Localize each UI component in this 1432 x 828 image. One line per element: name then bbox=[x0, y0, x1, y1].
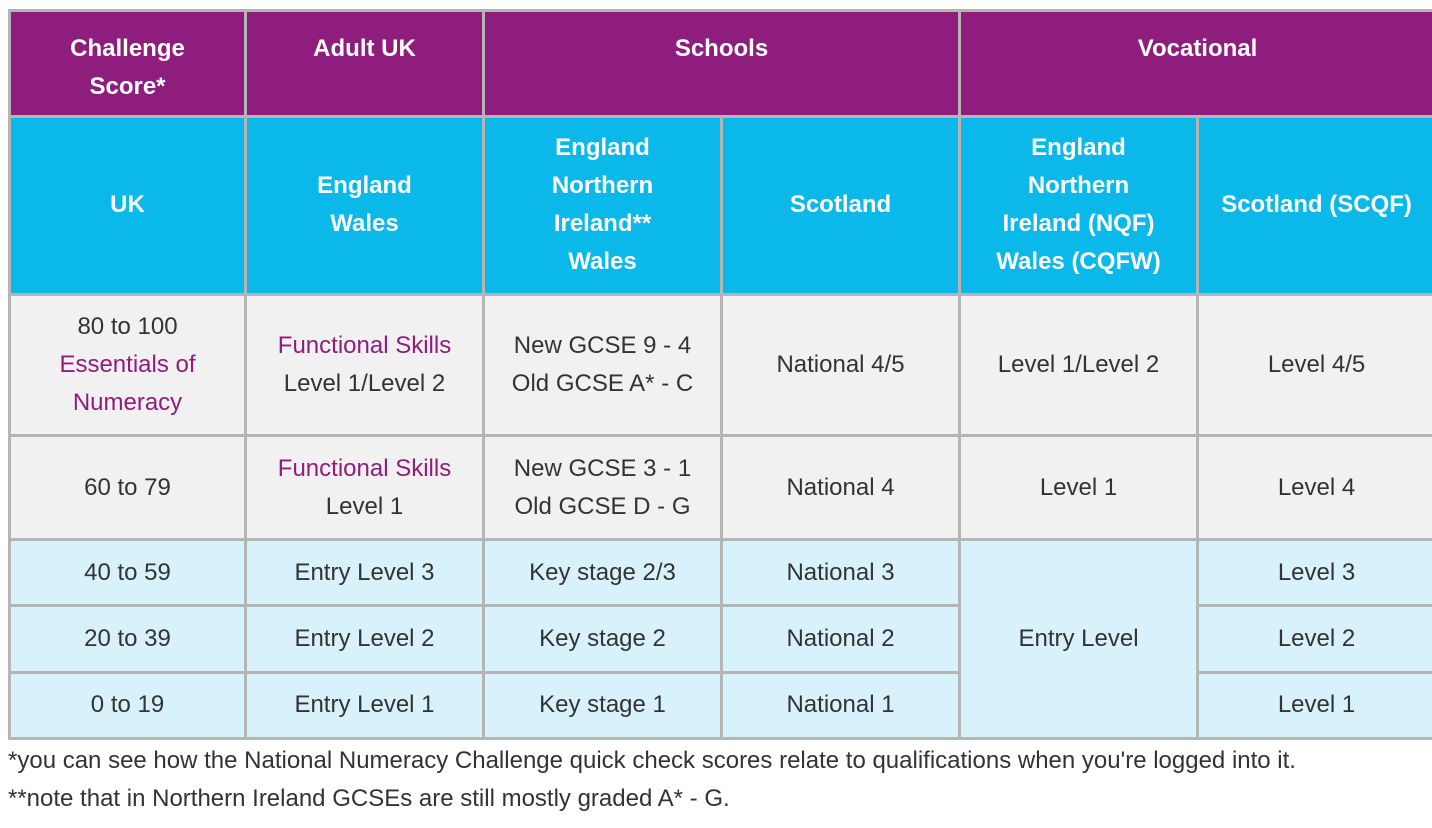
header-vocational: Vocational bbox=[961, 12, 1432, 115]
vocational-england-cell: Level 1/Level 2 bbox=[961, 296, 1196, 435]
table-row bbox=[11, 541, 1432, 604]
table-row bbox=[11, 296, 1432, 435]
vocational-scotland-cell: Level 1 bbox=[1199, 674, 1432, 737]
table-row bbox=[11, 674, 1432, 737]
header-schools: Schools bbox=[485, 12, 958, 115]
subheader-adult: England Wales bbox=[247, 118, 482, 293]
schools-scotland-cell: National 4/5 bbox=[723, 296, 958, 435]
score-cell: 0 to 19 bbox=[11, 674, 244, 737]
header-challenge-score: Challenge Score* bbox=[11, 12, 244, 115]
schools-scotland-cell: National 2 bbox=[723, 607, 958, 670]
score-cell: 60 to 79 bbox=[11, 437, 244, 538]
vocational-scotland-cell: Level 2 bbox=[1199, 607, 1432, 670]
schools-england-cell: New GCSE 9 - 4 Old GCSE A* - C bbox=[485, 296, 720, 435]
header-adult-uk: Adult UK bbox=[247, 12, 482, 115]
header-row bbox=[11, 12, 1432, 115]
footnote-challenge-score: *you can see how the National Numeracy Challenge quick check scores relate to qualifications when you're logged into it. bbox=[8, 747, 1296, 774]
schools-scotland-cell: National 4 bbox=[723, 437, 958, 538]
schools-scotland-cell: National 1 bbox=[723, 674, 958, 737]
vocational-scotland-cell: Level 3 bbox=[1199, 541, 1432, 604]
schools-england-cell: Key stage 2 bbox=[485, 607, 720, 670]
schools-england-cell: New GCSE 3 - 1 Old GCSE D - G bbox=[485, 437, 720, 538]
vocational-scotland-cell: Level 4/5 bbox=[1199, 296, 1432, 435]
schools-england-cell: Key stage 1 bbox=[485, 674, 720, 737]
schools-scotland-cell: National 3 bbox=[723, 541, 958, 604]
score-cell: 40 to 59 bbox=[11, 541, 244, 604]
table-row bbox=[11, 607, 1432, 670]
footnote-northern-ireland: **note that in Northern Ireland GCSEs are still mostly graded A* - G. bbox=[8, 785, 730, 812]
subheader-vocational-england: England Northern Ireland (NQF) Wales (CQFW) bbox=[961, 118, 1196, 293]
subheader-row bbox=[11, 118, 1432, 293]
vocational-england-cell: Level 1 bbox=[961, 437, 1196, 538]
subheader-vocational-scotland: Scotland (SCQF) bbox=[1199, 118, 1432, 293]
adult-cell: Functional Skills Level 1 bbox=[247, 437, 482, 538]
qualifications-table bbox=[8, 9, 1432, 740]
subheader-schools-scotland: Scotland bbox=[723, 118, 958, 293]
subheader-schools-england: England Northern Ireland** Wales bbox=[485, 118, 720, 293]
vocational-scotland-cell: Level 4 bbox=[1199, 437, 1432, 538]
adult-cell: Functional Skills Level 1/Level 2 bbox=[247, 296, 482, 435]
table-row bbox=[11, 437, 1432, 538]
essentials-of-numeracy-label: Essentials of bbox=[59, 350, 196, 378]
adult-cell: Entry Level 2 bbox=[247, 607, 482, 670]
adult-cell: Entry Level 3 bbox=[247, 541, 482, 604]
footnotes bbox=[8, 742, 1428, 818]
score-cell: 20 to 39 bbox=[11, 607, 244, 670]
schools-england-cell: Key stage 2/3 bbox=[485, 541, 720, 604]
vocational-england-cell: Entry Level bbox=[961, 541, 1196, 737]
adult-cell: Entry Level 1 bbox=[247, 674, 482, 737]
subheader-uk: UK bbox=[11, 118, 244, 293]
score-cell: 80 to 100 Essentials of Numeracy bbox=[11, 296, 244, 435]
